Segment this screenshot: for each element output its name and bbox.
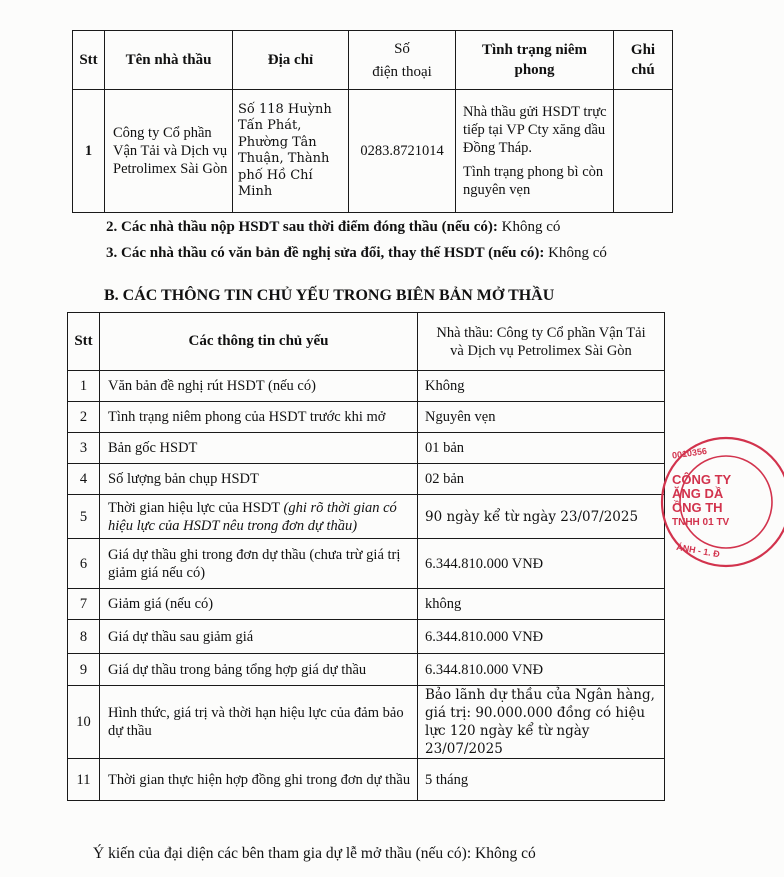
row-stt: 3 [68, 433, 100, 464]
row-info: Giá dự thầu ghi trong đơn dự thầu (chưa trừ giá trị giảm giá nếu có) [100, 539, 418, 589]
row-stt: 8 [68, 620, 100, 654]
table-row [73, 90, 673, 213]
row-info: Văn bản đề nghị rút HSDT (nếu có) [100, 371, 418, 402]
row-info: Thời gian thực hiện hợp đồng ghi trong đơn dự thầu [100, 759, 418, 801]
col-header-note-line2: chú [631, 62, 655, 78]
row-info-text: Thời gian hiệu lực của HSDT [108, 499, 280, 516]
row-address: Số 118 Huỳnh Tấn Phát, Phường Tân Thuận, Thành phố Hồ Chí Minh [233, 90, 349, 213]
table-row [68, 402, 665, 433]
row-bidder-value: Bảo lãnh dự thầu của Ngân hàng, giá trị: 90.000.000 đồng có hiệu lực 120 ngày kể từ ngày 23/07/2025 [418, 686, 665, 759]
row-info-note: (ghi rõ thời gian có hiệu lực của HSDT nêu trong đơn dự thầu) [108, 499, 397, 534]
row-bidder-value: Nguyên vẹn [418, 402, 665, 433]
col-header-note [614, 31, 673, 90]
col-header-bidder-name: Tên nhà thầu [105, 31, 233, 90]
row-bidder-value: 90 ngày kể từ ngày 23/07/2025 [418, 495, 665, 539]
col-header-seal-line1: Tình trạng niêm [481, 42, 587, 58]
row-bidder-value: 01 bản [418, 433, 665, 464]
row-stt: 9 [68, 654, 100, 686]
row-stt: 4 [68, 464, 100, 495]
opinion-line: Ý kiến của đại diện các bên tham gia dự lễ mở thầu (nếu có): Không có [93, 845, 536, 862]
row-bidder-value: 5 tháng [418, 759, 665, 801]
company-seal-graphic [664, 432, 784, 572]
row-info: Số lượng bản chụp HSDT [100, 464, 418, 495]
row-stt: 7 [68, 589, 100, 620]
row-bidder-name: Công ty Cổ phần Vận Tải và Dịch vụ Petrolimex Sài Gòn [105, 90, 233, 213]
seal-bottom-text: ÁNH - 1. Đ [675, 541, 721, 560]
table-row [68, 433, 665, 464]
seal-text-4: TNHH 01 TV [672, 517, 730, 528]
table-row [68, 654, 665, 686]
late-bids-label: 2. Các nhà thầu nộp HSDT sau thời điểm đóng thầu (nếu có): [106, 219, 498, 235]
row-info [100, 495, 418, 539]
amend-bids-line [106, 245, 607, 262]
bidder-table-header [73, 31, 673, 90]
row-bidder-value: 6.344.810.000 VNĐ [418, 654, 665, 686]
row-note [614, 90, 673, 213]
row-bidder-value: không [418, 589, 665, 620]
seal-text-2: ĂNG DẦ [672, 486, 724, 501]
seal-text-1: CÔNG TY [672, 472, 732, 487]
col-header-bidder-line2: và Dịch vụ Petrolimex Sài Gòn [450, 342, 632, 359]
opening-info-table [67, 312, 665, 801]
col-header-phone-line2: điện thoại [372, 63, 432, 80]
opening-info-header [68, 313, 665, 371]
seal-text-3: ỒNG TH [672, 500, 723, 515]
table-row [68, 464, 665, 495]
row-stt: 1 [68, 371, 100, 402]
col-header-phone-line1: Số [394, 40, 410, 57]
row-info: Tình trạng niêm phong của HSDT trước khi mở [100, 402, 418, 433]
col-header-stt: Stt [68, 313, 100, 371]
bidder-table [72, 30, 673, 213]
row-stt: 6 [68, 539, 100, 589]
section-b-title: B. CÁC THÔNG TIN CHỦ YẾU TRONG BIÊN BẢN MỞ THẦU [104, 287, 555, 304]
row-phone: 0283.8721014 [349, 90, 456, 213]
table-row [68, 539, 665, 589]
col-header-main-info: Các thông tin chủ yếu [100, 313, 418, 371]
amend-bids-value: Không có [548, 245, 607, 261]
col-header-note-line1: Ghi [630, 42, 656, 58]
table-row [68, 686, 665, 759]
row-bidder-value: 6.344.810.000 VNĐ [418, 620, 665, 654]
row-info: Hình thức, giá trị và thời hạn hiệu lực của đảm bảo dự thầu [100, 686, 418, 759]
row-stt: 5 [68, 495, 100, 539]
col-header-stt: Stt [73, 31, 105, 90]
late-bids-line [106, 219, 560, 236]
table-row [68, 620, 665, 654]
row-stt: 2 [68, 402, 100, 433]
row-seal-status-submission: Nhà thầu gửi HSDT trực tiếp tại VP Cty xăng dầu Đồng Tháp. [463, 104, 607, 156]
row-stt: 11 [68, 759, 100, 801]
col-header-bidder-line1: Nhà thầu: Công ty Cổ phần Vận Tải [436, 324, 646, 341]
table-row [68, 495, 665, 539]
col-header-bidder [418, 313, 665, 371]
late-bids-value: Không có [501, 219, 561, 235]
table-row [68, 759, 665, 801]
amend-bids-label: 3. Các nhà thầu có văn bản đề nghị sửa đổi, thay thế HSDT (nếu có): [106, 245, 545, 261]
row-info: Giảm giá (nếu có) [100, 589, 418, 620]
col-header-seal-status [456, 31, 614, 90]
row-seal-status-envelope: Tình trạng phong bì còn nguyên vẹn [463, 164, 604, 198]
row-bidder-value: 02 bản [418, 464, 665, 495]
row-info: Bản gốc HSDT [100, 433, 418, 464]
row-bidder-value: Không [418, 371, 665, 402]
seal-code-text: 0010356 [671, 445, 708, 461]
row-seal-status [456, 90, 614, 213]
col-header-address: Địa chỉ [233, 31, 349, 90]
company-seal [664, 432, 732, 572]
row-info: Giá dự thầu sau giảm giá [100, 620, 418, 654]
row-bidder-value: 6.344.810.000 VNĐ [418, 539, 665, 589]
col-header-phone [349, 31, 456, 90]
row-stt: 1 [73, 90, 105, 213]
col-header-seal-line2: phong [514, 62, 555, 78]
table-row [68, 371, 665, 402]
row-info: Giá dự thầu trong bảng tổng hợp giá dự thầu [100, 654, 418, 686]
table-row [68, 589, 665, 620]
row-stt: 10 [68, 686, 100, 759]
